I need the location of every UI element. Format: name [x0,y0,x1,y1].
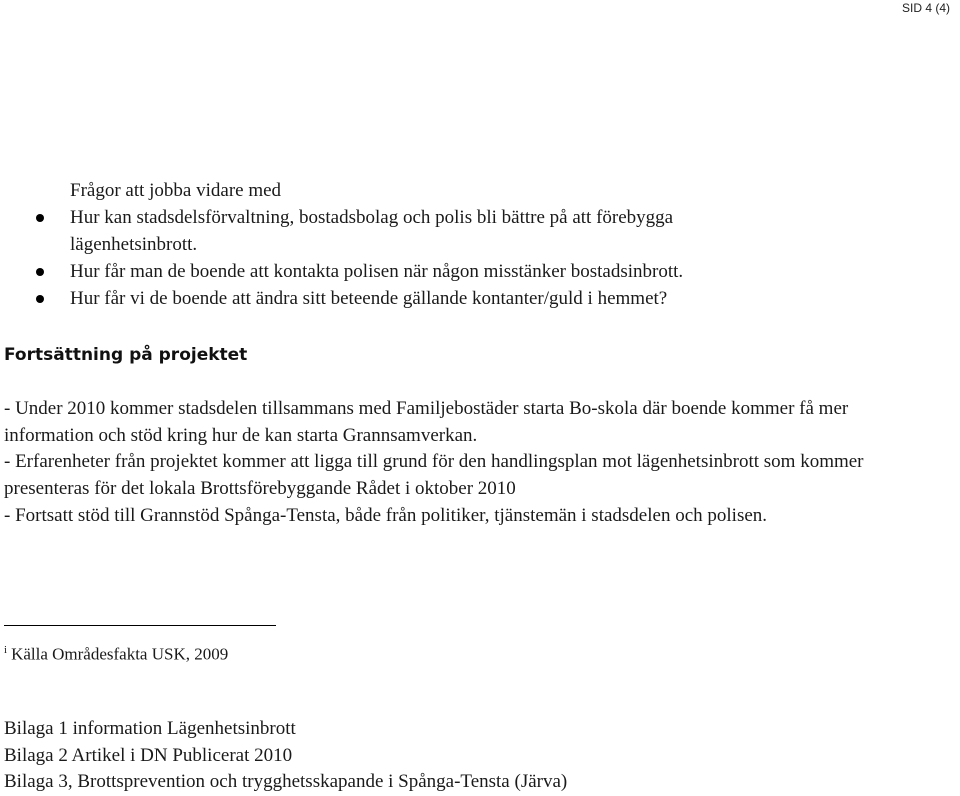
question-text: Hur kan stadsdelsförvaltning, bostadsbolag och polis bli bättre på att förebygga lägenhetsinbrott. [70,207,674,255]
bullet-icon [36,295,44,303]
footnote-text: Källa Områdesfakta USK, 2009 [11,644,229,664]
footnote [4,638,228,667]
attachment-item: Bilaga 3, Brottsprevention och trygghetsskapande i Spånga-Tensta (Järva) [4,771,568,792]
page-number: SID 4 (4) [901,1,950,15]
attachment-list [4,716,567,796]
paragraph: - Erfarenheter från projektet kommer att ligga till grund för den handlingsplan mot lägenhetsinbrott som kommer presenteras för det lokala Brottsförebyggande Rådet i oktober 2010 [4,451,864,500]
question-item [0,258,790,285]
paragraph: - Fortsatt stöd till Grannstöd Spånga-Tensta, både från politiker, tjänstemän i stadsdelen och polisen. [4,504,768,526]
footnote-marker: i [4,644,8,656]
question-item [0,285,790,312]
question-text: Hur får man de boende att kontakta polisen när någon misstänker bostadsinbrott. [70,261,684,282]
question-list [0,204,960,312]
attachment-item: Bilaga 2 Artikel i DN Publicerat 2010 [4,744,293,766]
footnote-divider [4,625,276,626]
section-heading: Fortsättning på projektet [4,345,248,365]
bullet-icon [36,268,44,276]
paragraph: - Under 2010 kommer stadsdelen tillsammans med Familjebostäder starta Bo-skola där boende kommer få mer information och stöd kring hur de kan starta Grannsamverkan. [4,398,849,446]
bullet-icon [36,214,44,222]
question-text: Hur får vi de boende att ändra sitt beteende gällande kontanter/guld i hemmet? [70,288,668,309]
continuation-body [4,396,904,530]
attachment-item: Bilaga 1 information Lägenhetsinbrott [4,718,296,739]
question-item [0,204,790,258]
questions-heading: Frågor att jobba vidare med [70,180,282,201]
